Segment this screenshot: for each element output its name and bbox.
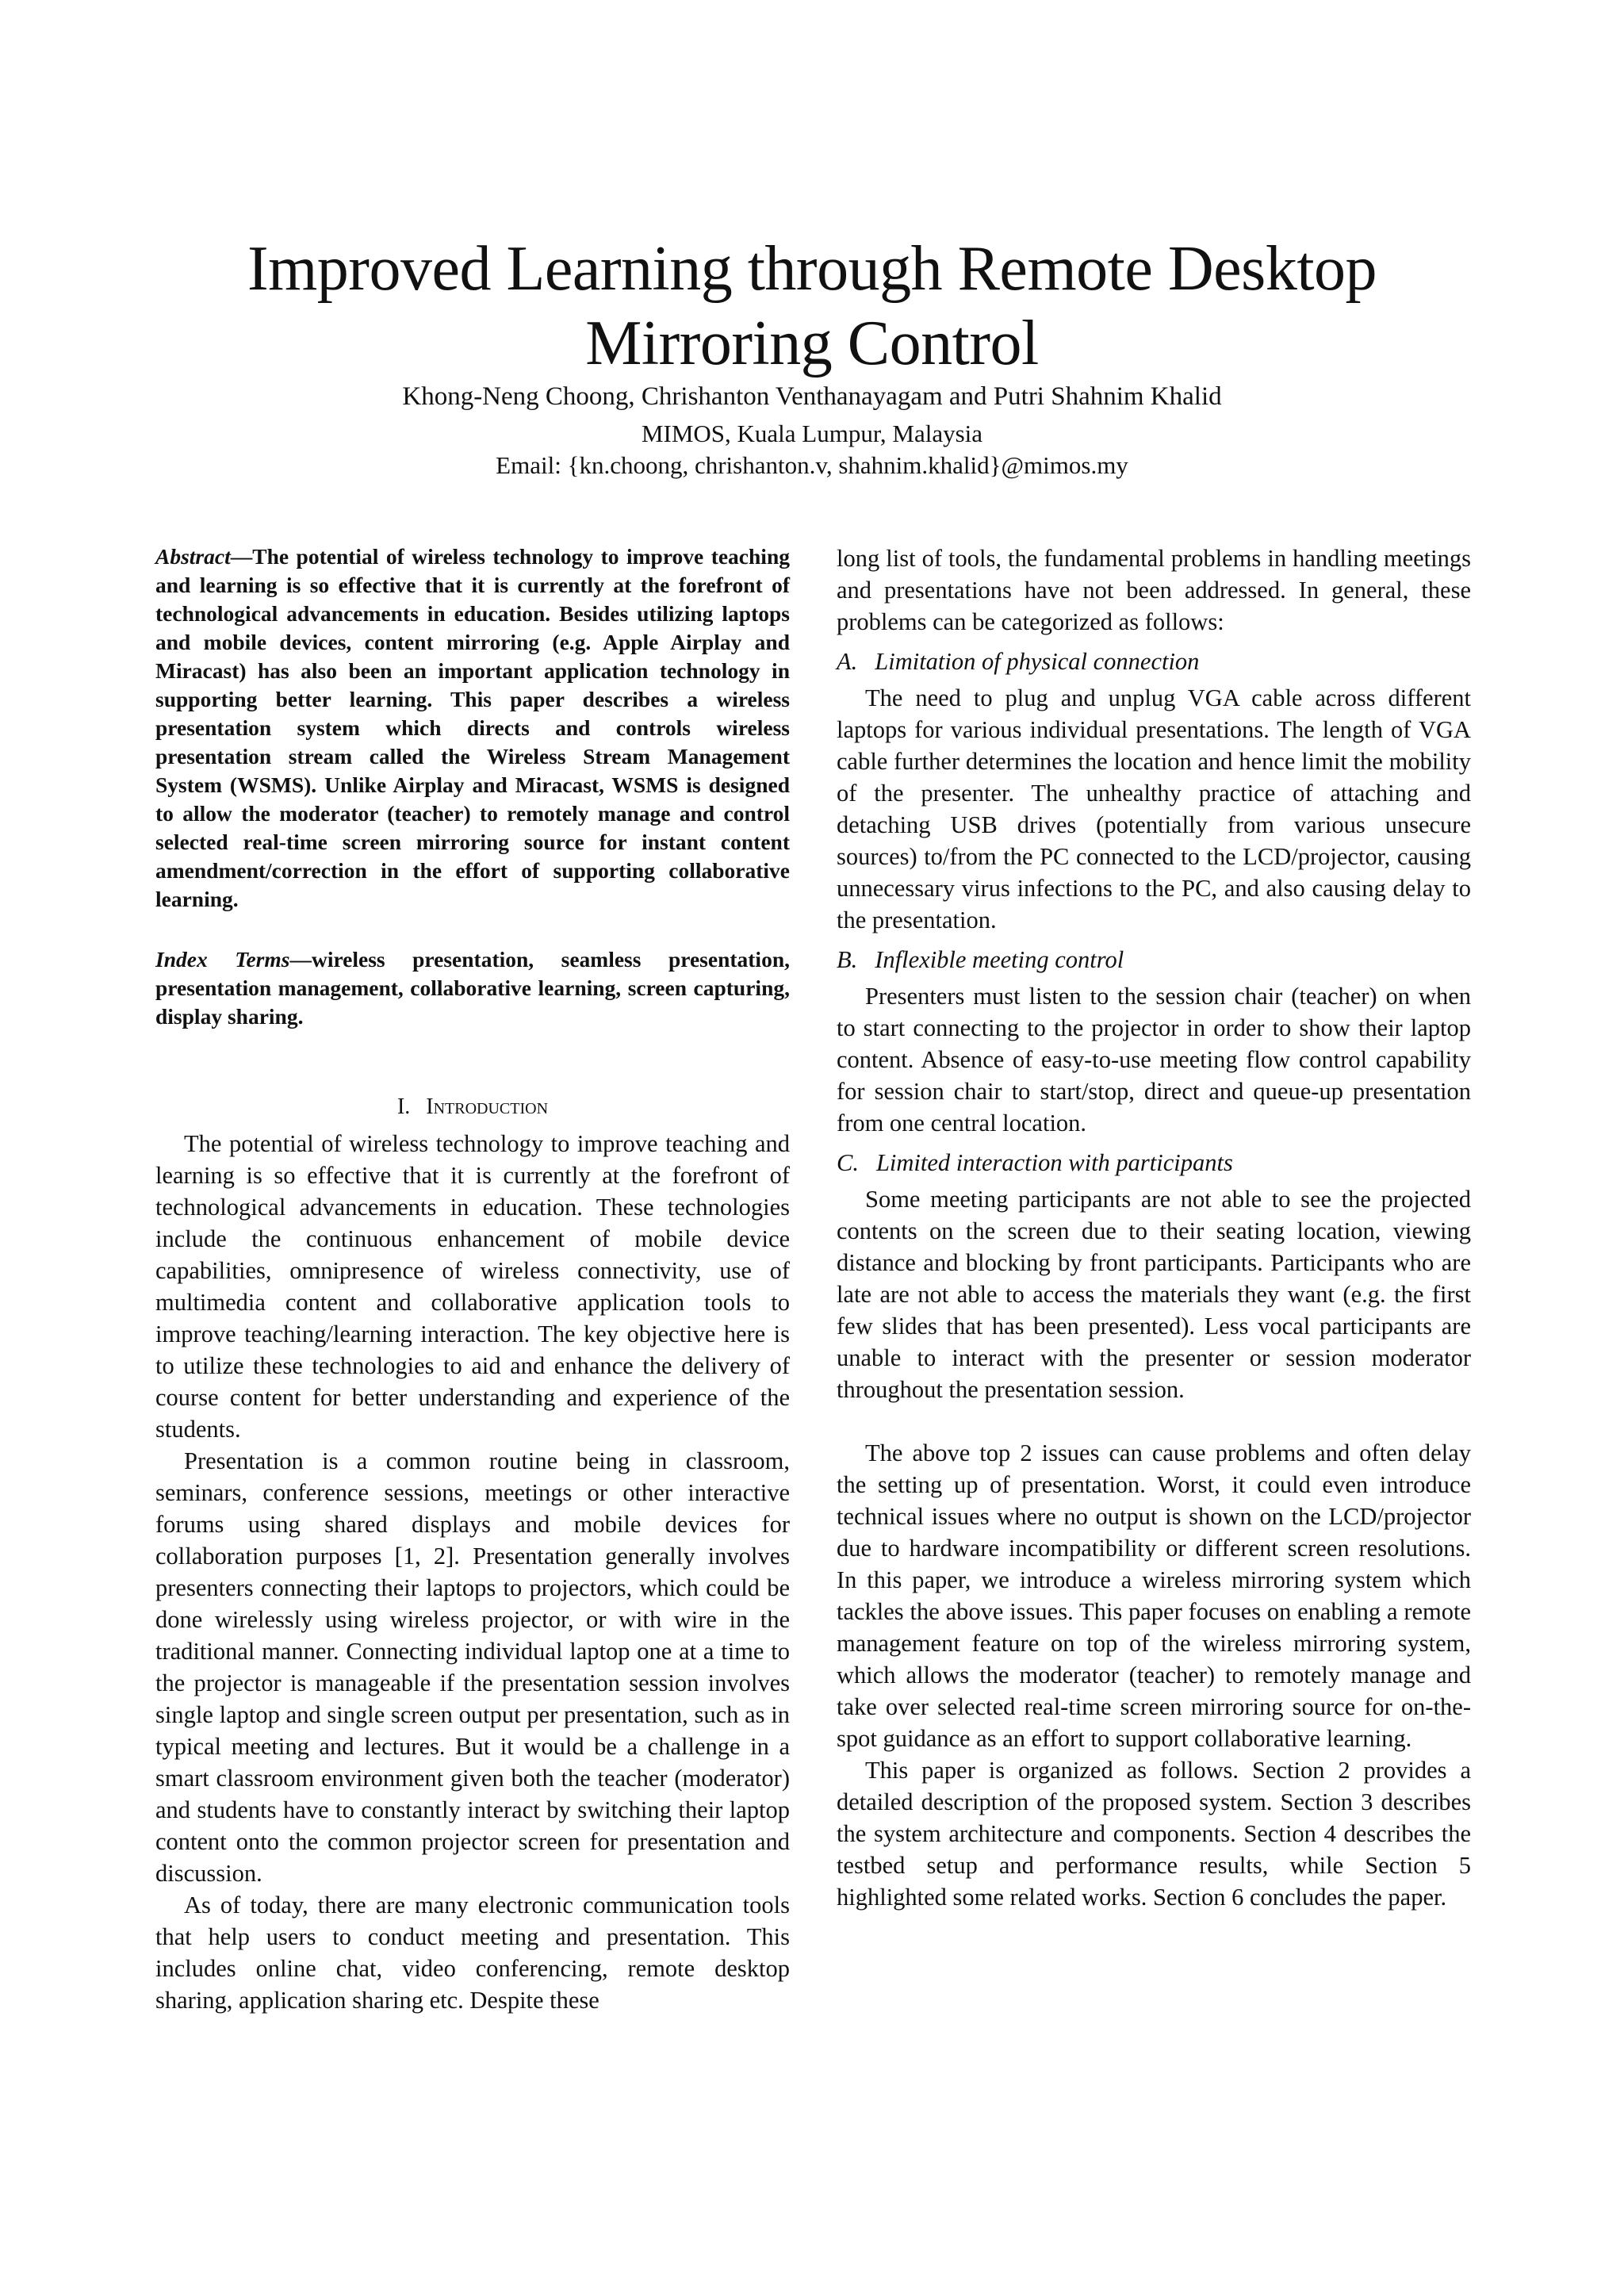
abstract <box>155 542 790 914</box>
subsection-title: Limitation of physical connection <box>875 648 1200 675</box>
author-list: Khong-Neng Choong, Chrishanton Venthanayagam and Putri Shahnim Khalid <box>402 382 1222 411</box>
index-terms-text: —wireless presentation, seamless presentation, presentation management, collaborative learning, screen capturing, display sharing. <box>155 947 790 1029</box>
section-number: I. <box>396 1094 411 1119</box>
body-paragraph: The above top 2 issues can cause problems and often delay the setting up of presentation. Worst, it could even introduce technical issues where no output is shown on the LCD/projector due to hardware incompatibility or different screen resolutions. In this paper, we introduce a wireless mirroring system which tackles the above issues. This paper focuses on enabling a remote management feature on top of the wireless mirroring system, which allows the moderator (teacher) to remotely manage and take over selected real-time screen mirroring source for on-the-spot guidance as an effort to support collaborative learning. <box>837 1439 1471 1752</box>
left-column <box>155 542 790 2016</box>
intro-paragraph: Presentation is a common routine being in classroom, seminars, conference sessions, meetings or other interactive forums using shared displays and mobile devices for collaboration purposes [1, 2]. Presentation generally involves presenters connecting their laptops to projectors, which could be done wirelessly using wireless projector, or with wire in the traditional manner. Connecting individual laptop one at a time to the projector is manageable if the presentation session involves single laptop and single screen output per presentation, such as in typical meeting and lectures. But it would be a challenge in a smart classroom environment given both the teacher (moderator) and students have to constantly interact by switching their laptop content onto the common projector screen for presentation and discussion. <box>155 1447 790 1887</box>
affiliation: MIMOS, Kuala Lumpur, Malaysia <box>641 420 983 447</box>
subsection-title: Inflexible meeting control <box>875 946 1124 973</box>
section-title: Introduction <box>426 1094 549 1119</box>
right-column <box>837 542 1471 1913</box>
abstract-text: —The potential of wireless technology to improve teaching and learning is so effective that it is currently at the forefront of technological advancements in education. Besides utilizing laptops and mobile devices, content mirroring (e.g. Apple Airplay and Miracast) has also been an important application technology in supporting better learning. This paper describes a wireless presentation system which directs and controls wireless presentation stream called the Wireless Stream Management System (WSMS). Unlike Airplay and Miracast, WSMS is designed to allow the moderator (teacher) to remotely manage and control selected real-time screen mirroring source for instant content amendment/correction in the effort of supporting collaborative learning. <box>155 544 790 911</box>
subsection-heading-c <box>837 1147 1471 1179</box>
index-terms <box>155 945 790 1031</box>
index-terms-label: Index Terms <box>155 947 290 972</box>
section-heading-introduction <box>155 1091 790 1123</box>
intro-paragraph: The potential of wireless technology to improve teaching and learning is so effective that it is currently at the forefront of technological advancements in education. These technologies include the continuous enhancement of mobile device capabilities, omnipresence of wireless connectivity, use of multimedia content and collaborative application tools to improve teaching/learning interaction. The key objective here is to utilize these technologies to aid and enhance the delivery of course content for better understanding and experience of the students. <box>155 1130 790 1443</box>
subsection-label: C. <box>837 1149 859 1176</box>
intro-continuation: long list of tools, the fundamental problems in handling meetings and presentations have not been addressed. In general, these problems can be categorized as follows: <box>837 545 1471 635</box>
subsection-heading-a <box>837 646 1471 677</box>
subsection-label: B. <box>837 946 858 973</box>
author-email: Email: {kn.choong, chrishanton.v, shahnim.khalid}@mimos.my <box>496 451 1128 479</box>
intro-paragraph: As of today, there are many electronic communication tools that help users to conduct meeting and presentation. This includes online chat, video conferencing, remote desktop sharing, application sharing etc. Despite these <box>155 1892 790 2014</box>
introduction-body <box>155 1128 790 2016</box>
subsection-label: A. <box>837 648 858 675</box>
body-paragraph: This paper is organized as follows. Section 2 provides a detailed description of the proposed system. Section 3 describes the system architecture and components. Section 4 describes the testbed setup and performance results, while Section 5 highlighted some related works. Section 6 concludes the paper. <box>837 1757 1471 1911</box>
subsection-paragraph: Presenters must listen to the session chair (teacher) on when to start connecting to the projector in order to show their laptop content. Absence of easy-to-use meeting flow control capability for session chair to start/stop, direct and queue-up presentation from one central location. <box>837 983 1471 1137</box>
subsection-heading-b <box>837 944 1471 976</box>
subsection-paragraph: The need to plug and unplug VGA cable across different laptops for various individual presentations. The length of VGA cable further determines the location and hence limit the mobility of the presenter. The unhealthy practice of attaching and detaching USB drives (potentially from various unsecure sources) to/from the PC connected to the LCD/projector, causing unnecessary virus infections to the PC, and also causing delay to the presentation. <box>837 684 1471 933</box>
subsection-title: Limited interaction with participants <box>875 1149 1233 1176</box>
abstract-label: Abstract <box>155 544 231 569</box>
paper-title: Improved Learning through Remote Desktop Mirroring Control <box>247 234 1377 378</box>
subsection-paragraph: Some meeting participants are not able to see the projected contents on the screen due to their seating location, viewing distance and blocking by front participants. Participants who are late are not able to access the materials they want (e.g. the first few slides that has been presented). Less vocal participants are unable to interact with the presenter or session moderator throughout the presentation session. <box>837 1186 1471 1403</box>
